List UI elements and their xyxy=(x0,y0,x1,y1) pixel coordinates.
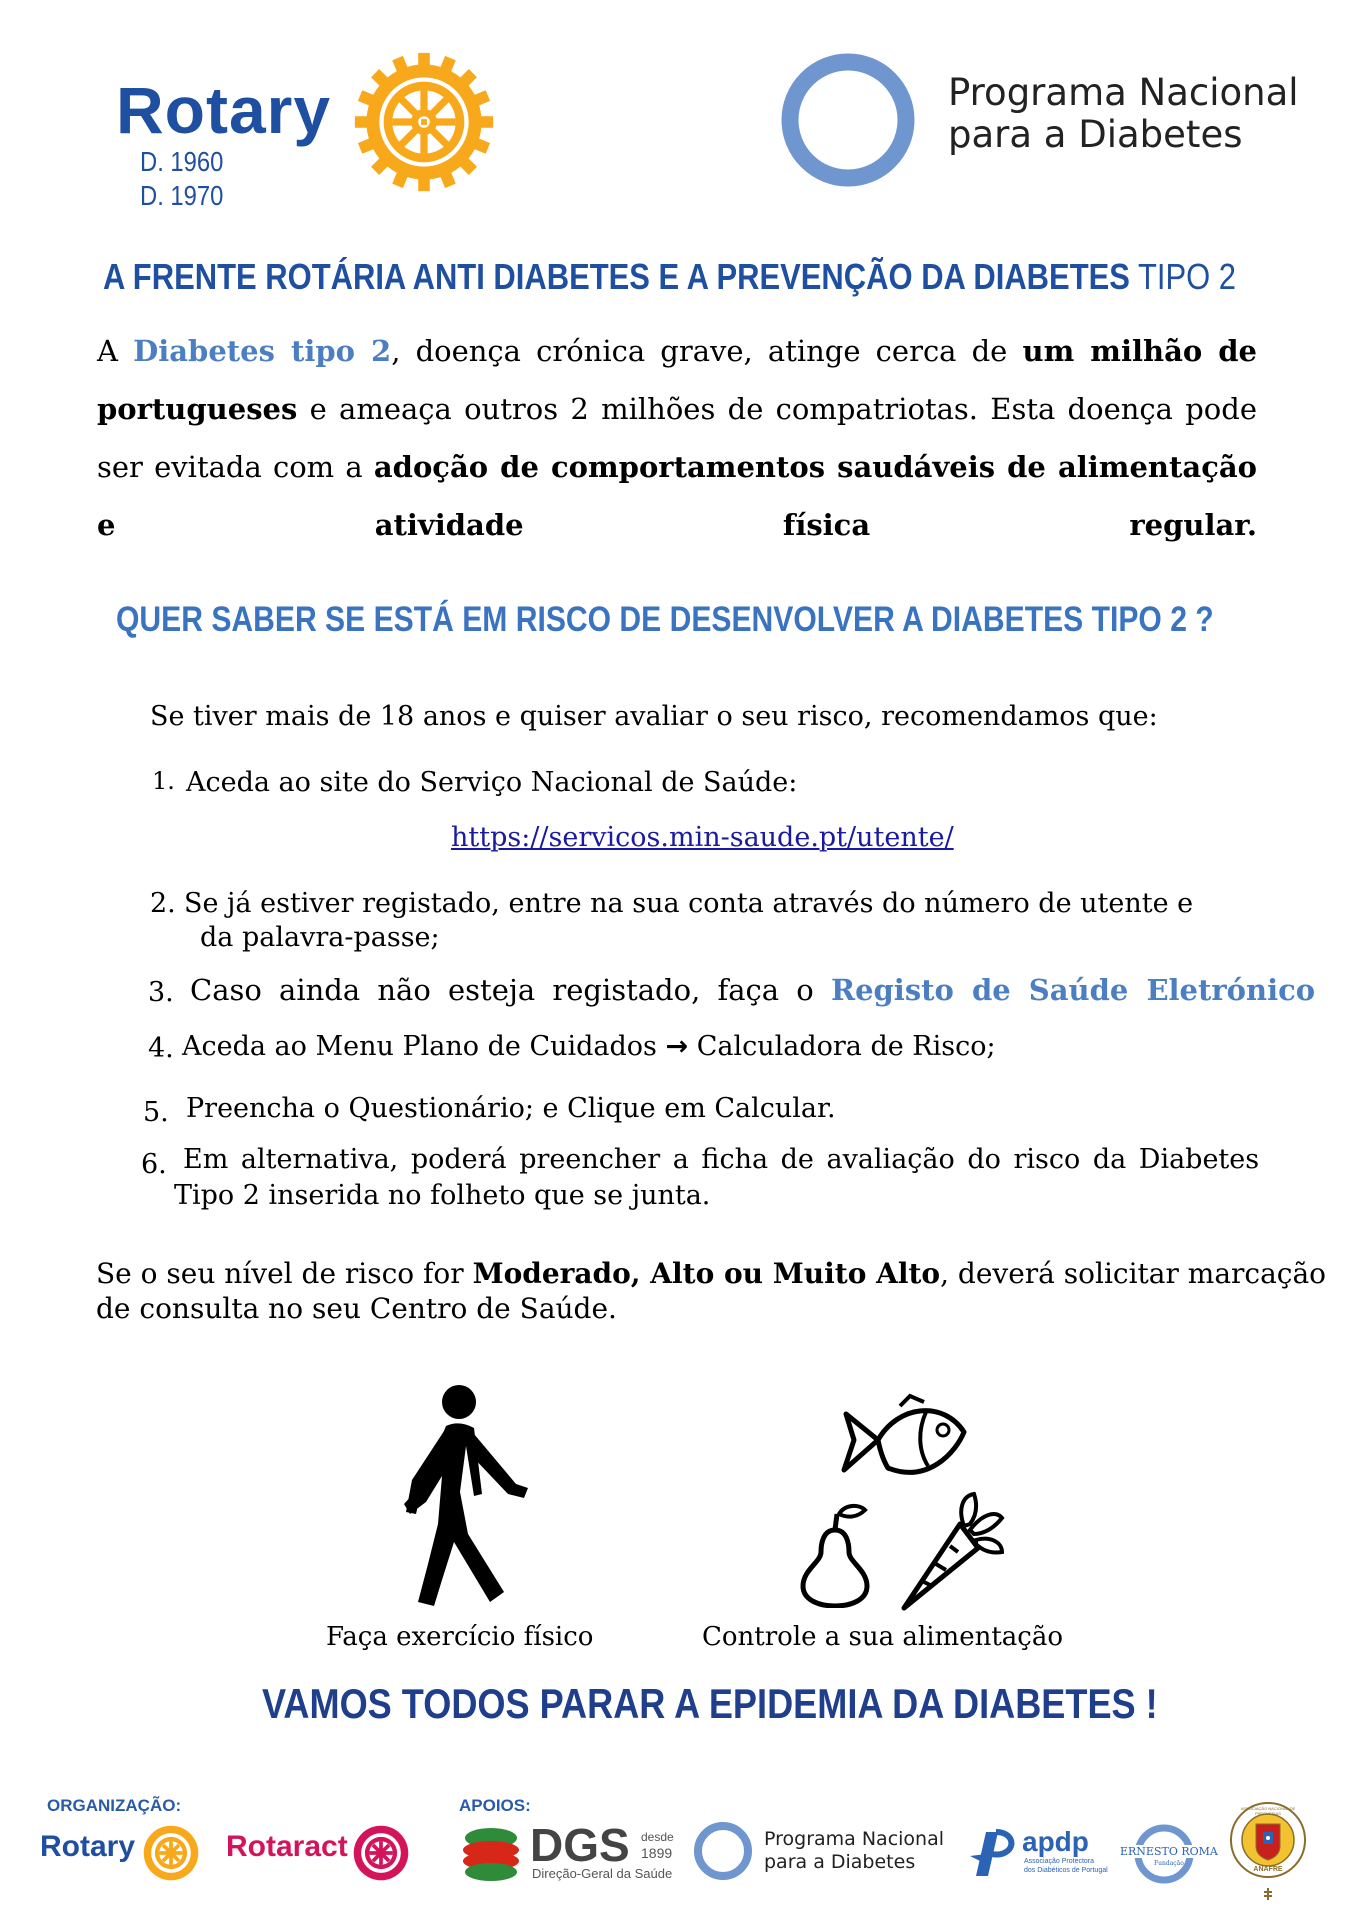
page-title xyxy=(103,256,1236,298)
apdp-emblem-icon xyxy=(966,1826,1022,1882)
apoios-label: APOIOS: xyxy=(459,1796,531,1815)
footer-pnd-circle-icon xyxy=(692,1820,754,1882)
apdp-wordmark: apdp xyxy=(1022,1826,1089,1857)
rotary-logo xyxy=(116,72,506,222)
blue-circle-icon xyxy=(780,52,916,188)
steps-intro: Se tiver mais de 18 anos e quiser avaliar o seu risco, recomendamos que: xyxy=(150,701,1158,732)
step-6-text-line1: Em alternativa, poderá preencher a ficha de avaliação do risco da Diabetes xyxy=(183,1144,1260,1175)
dgs-subtitle: Direção-Geral da Saúde xyxy=(532,1866,673,1881)
step-2-text-line1: Se já estiver registado, entre na sua conta através do número de utente e xyxy=(184,888,1194,919)
footer-pnd-line2: para a Diabetes xyxy=(764,1851,916,1873)
step-3-number: 3. xyxy=(148,977,174,1008)
organizacao-label: ORGANIZAÇÃO: xyxy=(47,1796,182,1815)
step-4-text: Aceda ao Menu Plano de Cuidados → Calculadora de Risco; xyxy=(182,1031,996,1062)
risk-note-line1: Se o seu nível de risco for Moderado, Alto ou Muito Alto, deverá solicitar marcação xyxy=(96,1257,1327,1290)
dgs-wordmark: DGS xyxy=(530,1819,630,1871)
arrow-right-icon: → xyxy=(665,1031,689,1062)
step-2-number: 2. xyxy=(150,888,176,919)
title-part2: ROTÁRIA ANTI DIABETES E A PREVENÇÃO DA DIABETES xyxy=(265,256,1130,297)
caption-exercise: Faça exercício físico xyxy=(326,1622,594,1652)
step-1-number: 1. xyxy=(152,767,175,795)
risk-note-line2: de consulta no seu Centro de Saúde. xyxy=(96,1292,617,1325)
walking-person-icon xyxy=(404,1384,534,1608)
anafre-label: ANAFRE xyxy=(1253,1866,1283,1873)
step-3-text: Caso ainda não esteja registado, faça o Registo de Saúde Eletrónico xyxy=(190,973,1316,1007)
step-5-number: 5. xyxy=(143,1097,169,1128)
title-part1: A FRENTE xyxy=(103,256,266,297)
dgs-desde: desde xyxy=(641,1830,674,1844)
intro-paragraph: A Diabetes tipo 2, doença crónica grave, atinge cerca de um milhão de portugueses e ameaça outros 2 milhões de compatriotas. Esta doença pode ser evitada com a adoção de comportamentos saudáveis de alimentação e atividade física regular. xyxy=(97,334,1257,542)
footer-rotary-wordmark: Rotary xyxy=(40,1830,136,1863)
fish-icon xyxy=(838,1390,970,1490)
anafre-seal-icon xyxy=(1228,1800,1308,1910)
apdp-subtitle-1: Associação Protectora xyxy=(1024,1858,1095,1865)
anafre-seal xyxy=(1228,1800,1308,1910)
footer-rotaract-wheel-icon xyxy=(350,1822,412,1884)
step-6-text-line2: Tipo 2 inserida no folheto que se junta. xyxy=(174,1180,711,1211)
district-1960: D. 1960 xyxy=(140,146,224,177)
step-1-text: Aceda ao site do Serviço Nacional de Saúde: xyxy=(186,767,798,798)
ernesto-roma-sub: Fundação xyxy=(1154,1860,1184,1867)
rotary-wheel-icon xyxy=(352,50,496,194)
step-4-number: 4. xyxy=(148,1033,174,1064)
pear-icon xyxy=(795,1500,875,1608)
ernesto-roma-name: ERNESTO ROMA xyxy=(1120,1845,1218,1858)
dgs-emblem-icon xyxy=(461,1826,521,1884)
footer-rotaract-wordmark: Rotaract xyxy=(226,1830,348,1863)
apdp-subtitle-2: dos Diabéticos de Portugal xyxy=(1024,1867,1108,1874)
slogan: VAMOS TODOS PARAR A EPIDEMIA DA DIABETES ! xyxy=(262,1680,1158,1727)
step-2-text-line2: da palavra-passe; xyxy=(200,922,440,953)
dgs-year: 1899 xyxy=(641,1845,673,1861)
title-part3: TIPO 2 xyxy=(1129,256,1237,297)
pnd-line2: para a Diabetes xyxy=(948,113,1243,156)
carrot-icon xyxy=(898,1490,1008,1612)
sns-utente-link[interactable]: https://servicos.min-saude.pt/utente/ xyxy=(451,822,954,853)
diabetes-type-2: Diabetes tipo 2 xyxy=(133,334,392,368)
pnd-line1: Programa Nacional xyxy=(948,71,1299,114)
risk-question-heading: QUER SABER SE ESTÁ EM RISCO DE DESENVOLVER A DIABETES TIPO 2 ? xyxy=(116,600,1214,639)
pnd-logo xyxy=(780,52,1300,192)
step-6-number: 6. xyxy=(141,1149,167,1180)
district-1970: D. 1970 xyxy=(140,180,224,211)
caption-food: Controle a sua alimentação xyxy=(702,1622,1063,1652)
rotary-wordmark: Rotary xyxy=(116,73,332,147)
footer-pnd-line1: Programa Nacional xyxy=(764,1828,945,1850)
registo-saude-eletronico: Registo de Saúde Eletrónico xyxy=(830,973,1316,1007)
anafre-top-text: ASSOCIAÇÃO NACIONAL DE FREGUESIAS xyxy=(1240,1806,1296,1816)
footer-rotary-wheel-icon xyxy=(140,1822,202,1884)
step-5-text: Preencha o Questionário; e Clique em Calcular. xyxy=(186,1093,836,1124)
